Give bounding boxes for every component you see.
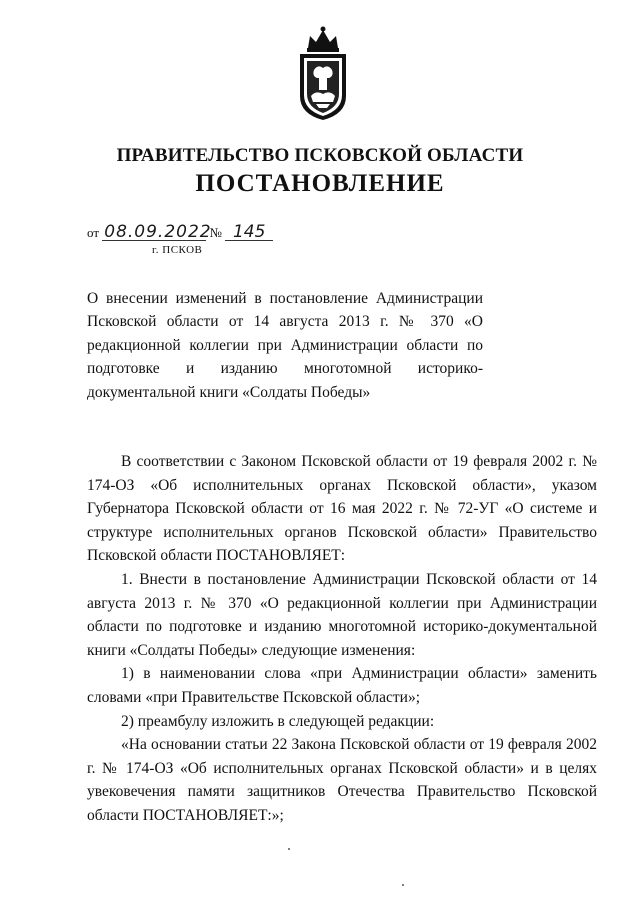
- quoted-preamble-paragraph: «На основании статьи 22 Закона Псковской области от 19 февраля 2002 г. № 174-ОЗ «Об исполнительных органах Псковской области» и в целях увековечения памяти защитников Отечества Правительство Псковской области ПОСТАНОВЛЯЕТ:»;: [87, 736, 597, 824]
- date-number-line: [87, 224, 273, 241]
- scan-speck: [288, 848, 290, 850]
- coat-of-arms-icon: [296, 24, 350, 122]
- item-1-paragraph: 1. Внести в постановление Администрации Псковской области от 14 августа 2013 г. № 370 «О редакционной коллегии при Администрации области по подготовке и изданию многотомной историко-документальной книги «Солдаты Победы» следующие изменения:: [87, 570, 597, 659]
- preamble-paragraph: В соответствии с Законом Псковской области от 19 февраля 2002 г. № 174-ОЗ «Об исполнительных органах Псковской области», указом Губернатора Псковской области от 16 мая 2022 г. № 72-УГ «О системе и структуре исполнительных органов Псковской области» Правительство Псковской области ПОСТАНОВЛЯЕТ:: [87, 453, 597, 565]
- city: г. ПСКОВ: [152, 244, 203, 256]
- number-value: 145: [225, 224, 273, 241]
- number-label: №: [209, 225, 222, 240]
- date-value: 08.09.2022: [104, 222, 212, 242]
- subitem-1-paragraph: 1) в наименовании слова «при Администрации области» заменить словами «при Правительстве Псковской области»;: [87, 665, 597, 706]
- scan-speck: [402, 884, 404, 886]
- document-type: ПОСТАНОВЛЕНИЕ: [195, 170, 445, 197]
- government-title: ПРАВИТЕЛЬСТВО ПСКОВСКОЙ ОБЛАСТИ: [116, 145, 524, 166]
- subitem-2-paragraph: 2) преамбулу изложить в следующей редакции:: [121, 712, 435, 730]
- date-label: от: [87, 225, 100, 240]
- document-body: [87, 450, 597, 828]
- document-subject: О внесении изменений в постановление Администрации Псковской области от 14 августа 2013 г. № 370 «О редакционной коллегии при Администрации области по подготовке и изданию многотомной историко-документальной книги «Солдаты Победы»: [87, 290, 483, 401]
